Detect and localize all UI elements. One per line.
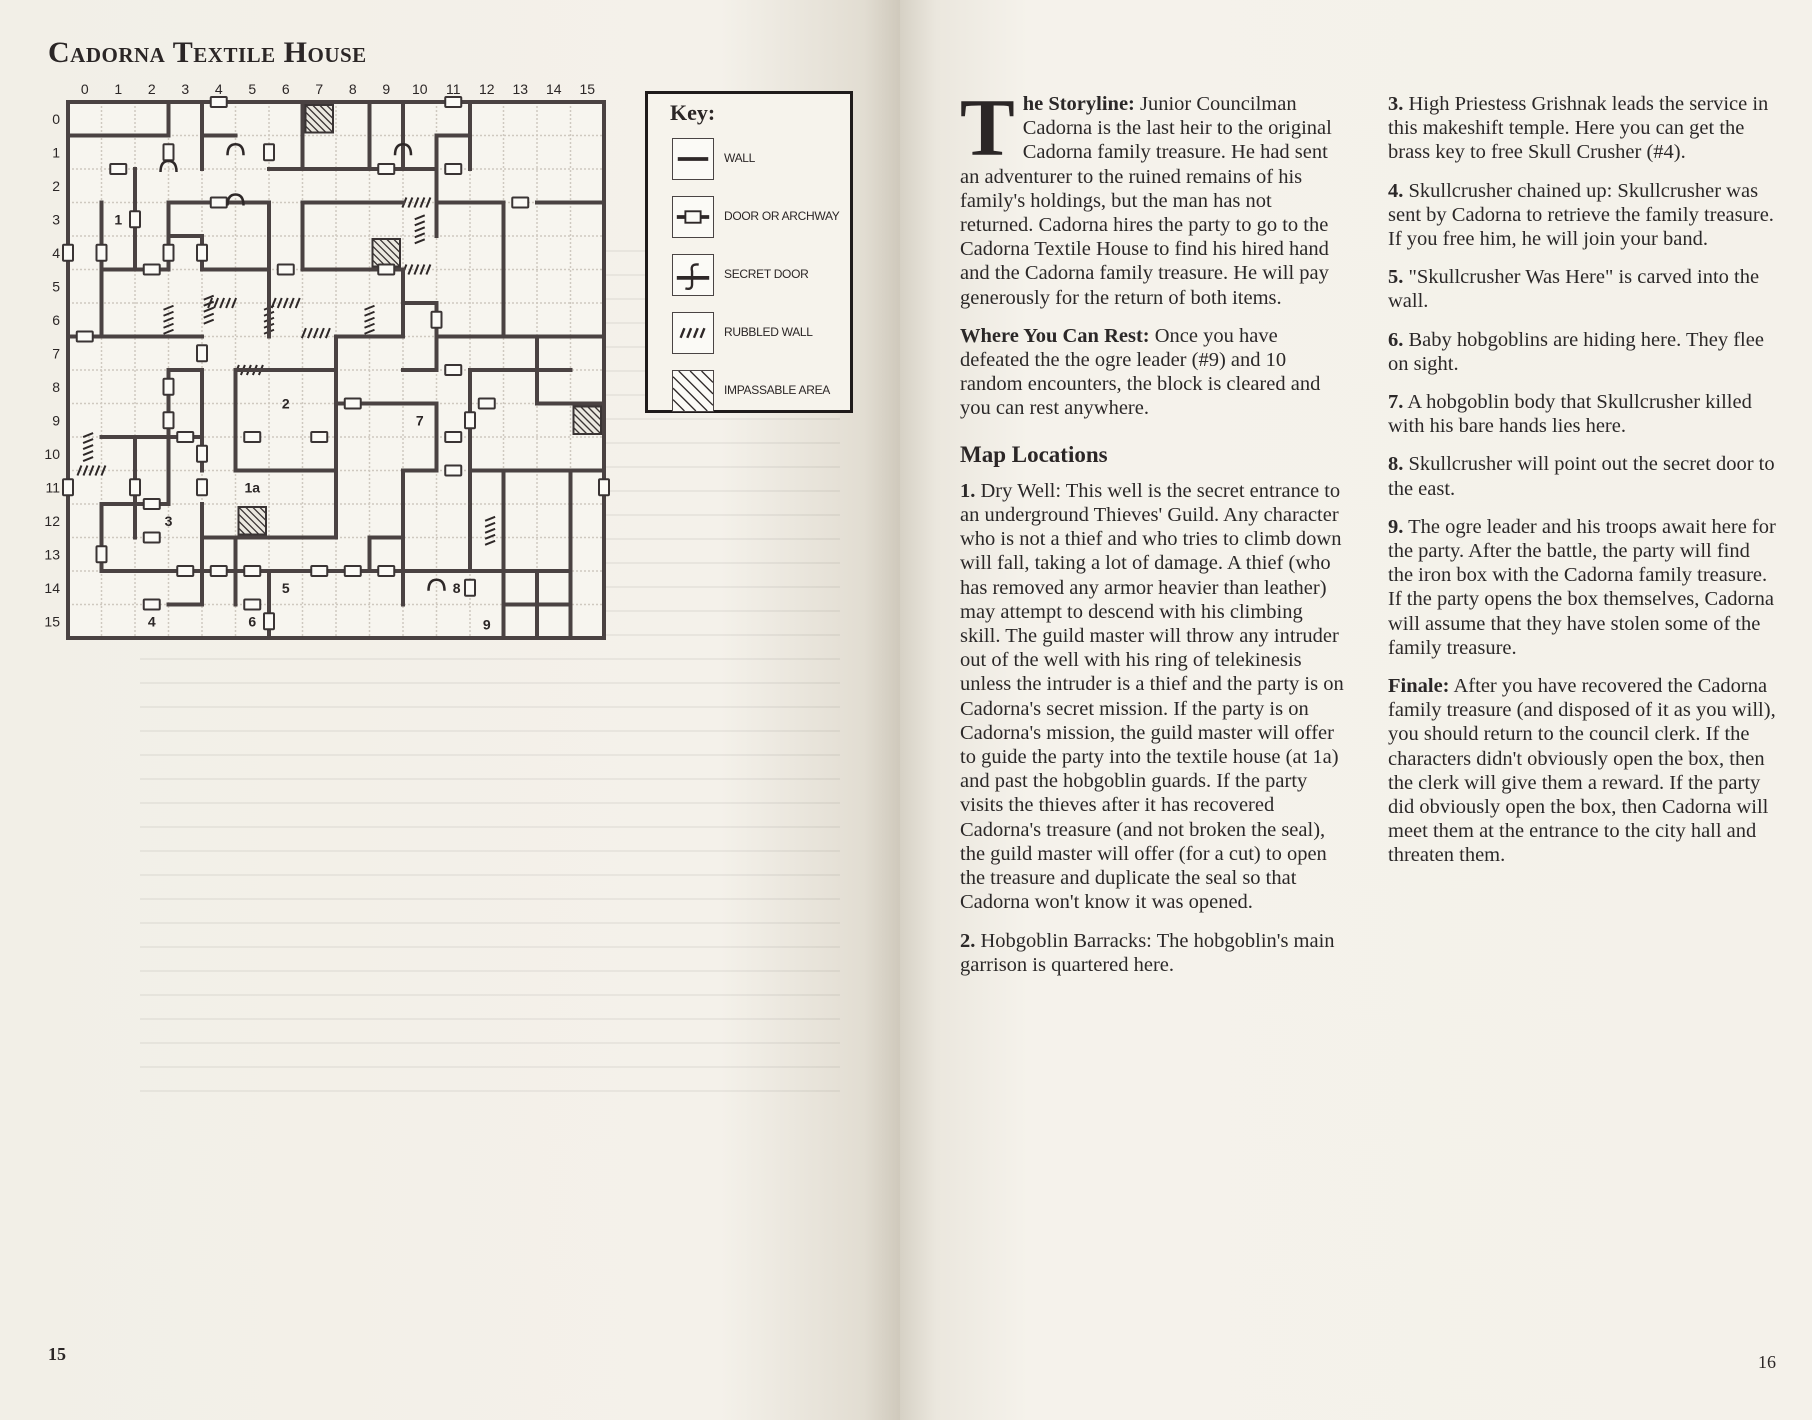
door bbox=[445, 365, 461, 375]
x-axis-label: 1 bbox=[114, 81, 123, 97]
map-key bbox=[645, 91, 853, 413]
y-axis-label: 14 bbox=[44, 579, 60, 596]
location-number: 2. bbox=[960, 929, 976, 952]
door bbox=[278, 265, 294, 275]
location-text: A hobgoblin body that Skullcrusher killed with his bare hands lies here. bbox=[1388, 391, 1752, 438]
door bbox=[311, 566, 327, 576]
text-column-1 bbox=[960, 82, 1346, 991]
x-axis-label: 4 bbox=[214, 81, 223, 97]
impassable-cell bbox=[373, 239, 401, 267]
x-axis-label: 9 bbox=[382, 81, 391, 97]
door bbox=[211, 198, 227, 208]
location-text: Skullcrusher will point out the secret door to the east. bbox=[1388, 453, 1775, 500]
door bbox=[130, 479, 140, 495]
location-label: 2 bbox=[281, 395, 290, 412]
y-axis-label: 6 bbox=[52, 311, 60, 328]
location-entry bbox=[1388, 92, 1776, 165]
door bbox=[445, 466, 461, 476]
y-axis-label: 2 bbox=[52, 177, 60, 194]
x-axis-label: 10 bbox=[411, 81, 428, 97]
y-axis-label: 3 bbox=[52, 211, 60, 228]
location-text: The ogre leader and his troops await here for the party. After the battle, the party will find the iron box with the Cadorna family treasure. If the party opens the box themselves, Cadorna will assume that they have stolen some of the family treasure. bbox=[1388, 515, 1776, 659]
wall-icon bbox=[672, 138, 714, 180]
key-item-rubbled-wall bbox=[672, 312, 850, 360]
map-locations-heading: Map Locations bbox=[960, 441, 1108, 467]
door bbox=[378, 265, 394, 275]
key-label-rubbled-wall: RUBBLED WALL bbox=[724, 325, 813, 339]
door bbox=[445, 432, 461, 442]
door bbox=[512, 198, 528, 208]
location-text: Dry Well: This well is the secret entrance to an underground Thieves' Guild. Any character who is not a thief and who tries to climb down will fall, taking a lot of damage. A thief (who has removed any armor heavier than leather) may attempt to descend with his climbing skill. The guild master will throw any intruder out of the well with his ring of telekinesis unless the intruder is a thief and the party is on Cadorna's secret mission. If the party is on Cadorna's mission, the guild master will offer to guide the party into the textile house (at 1a) and past the hobgoblin guards. If the party visits the thieves after it has recovered Cadorna's treasure (and not broken the seal), the guild master will offer (for a cut) to open the treasure and duplicate the seal so that Cadorna won't know it was opened. bbox=[960, 479, 1344, 914]
door bbox=[311, 432, 327, 442]
location-number: 6. bbox=[1388, 328, 1404, 351]
page-number-right: 16 bbox=[1758, 1352, 1776, 1372]
secret-door-icon bbox=[672, 254, 714, 296]
door bbox=[264, 613, 274, 629]
dungeon-map bbox=[40, 80, 620, 650]
door bbox=[164, 245, 174, 261]
key-label-secret-door: SECRET DOOR bbox=[724, 267, 809, 281]
key-label-wall: WALL bbox=[724, 151, 756, 165]
door bbox=[144, 600, 160, 610]
door bbox=[599, 479, 609, 495]
rest-paragraph bbox=[960, 324, 1346, 421]
y-axis-labels bbox=[44, 111, 60, 630]
impassable-cell bbox=[306, 105, 334, 133]
text-column-2 bbox=[1388, 92, 1776, 882]
map-title: Cadorna Textile House bbox=[48, 36, 367, 69]
door bbox=[432, 312, 442, 328]
storyline-text: Junior Councilman Cadorna is the last heir to the original Cadorna family treasure. He had sent an adventurer to the ruined remains of his family's holdings, but the man has not returned. Cadorna hires the party to go to the Cadorna Textile House to find his hired hand and the Cadorna family treasure. He will pay generously for the return of both items. bbox=[960, 93, 1332, 309]
x-axis-label: 7 bbox=[315, 81, 324, 97]
y-axis-label: 4 bbox=[52, 244, 60, 261]
door bbox=[77, 332, 93, 342]
x-axis-label: 13 bbox=[512, 81, 529, 97]
y-axis-label: 12 bbox=[44, 512, 60, 529]
x-axis-label: 8 bbox=[348, 81, 357, 97]
key-item-wall bbox=[672, 138, 850, 186]
x-axis-label: 3 bbox=[181, 81, 190, 97]
location-label: 1 bbox=[114, 211, 123, 228]
location-label: 5 bbox=[281, 579, 290, 596]
y-axis-label: 1 bbox=[52, 144, 60, 161]
door bbox=[97, 245, 107, 261]
door bbox=[197, 446, 207, 462]
x-axis-labels bbox=[81, 81, 595, 97]
y-axis-label: 5 bbox=[52, 278, 60, 295]
location-label: 9 bbox=[482, 616, 491, 633]
location-entry bbox=[960, 479, 1346, 915]
y-axis-label: 8 bbox=[52, 378, 60, 395]
location-entry bbox=[1388, 328, 1776, 376]
impassable-cell bbox=[239, 507, 267, 535]
x-axis-label: 15 bbox=[579, 81, 596, 97]
y-axis-label: 7 bbox=[52, 345, 60, 362]
page-number-left: 15 bbox=[48, 1344, 66, 1364]
door-icon bbox=[672, 196, 714, 238]
finale-lead: Finale: bbox=[1388, 675, 1450, 698]
key-label-impassable: IMPASSABLE AREA bbox=[724, 383, 830, 397]
door bbox=[378, 164, 394, 174]
door bbox=[197, 479, 207, 495]
x-axis-label: 6 bbox=[281, 81, 290, 97]
location-number: 7. bbox=[1388, 391, 1404, 414]
location-label: 4 bbox=[147, 613, 156, 630]
x-axis-label: 14 bbox=[545, 81, 562, 97]
rest-text: Once you have defeated the the ogre leader (#9) and 10 random encounters, the block is cleared and you can rest anywhere. bbox=[960, 324, 1321, 420]
door bbox=[63, 245, 73, 261]
location-number: 8. bbox=[1388, 453, 1404, 476]
key-item-impassable bbox=[672, 370, 850, 418]
location-text: Skullcrusher chained up: Skullcrusher was sent by Cadorna to retrieve the family treasure. If you free him, he will join your band. bbox=[1388, 179, 1774, 251]
location-entry bbox=[1388, 515, 1776, 660]
location-label: 8 bbox=[452, 579, 461, 596]
door bbox=[110, 164, 126, 174]
door bbox=[345, 566, 361, 576]
y-axis-label: 15 bbox=[44, 613, 60, 630]
location-entry bbox=[1388, 452, 1776, 500]
door bbox=[197, 245, 207, 261]
y-axis-label: 10 bbox=[44, 445, 60, 462]
location-label: 7 bbox=[415, 412, 424, 429]
y-axis-label: 9 bbox=[52, 412, 60, 429]
location-entry bbox=[1388, 390, 1776, 438]
drop-cap: T bbox=[960, 82, 1015, 173]
door bbox=[144, 265, 160, 275]
door bbox=[164, 379, 174, 395]
door bbox=[211, 97, 227, 107]
door bbox=[345, 399, 361, 409]
finale-paragraph bbox=[1388, 674, 1776, 868]
door bbox=[63, 479, 73, 495]
door bbox=[445, 97, 461, 107]
storyline-lead: he Storyline: bbox=[1022, 93, 1135, 115]
y-axis-label: 0 bbox=[52, 110, 60, 127]
door bbox=[244, 566, 260, 576]
storyline-paragraph bbox=[960, 82, 1346, 310]
x-axis-label: 5 bbox=[248, 81, 257, 97]
location-label: 3 bbox=[164, 512, 173, 529]
location-text: High Priestess Grishnak leads the service in this makeshift temple. Here you can get the brass key to free Skull Crusher (#4). bbox=[1388, 93, 1769, 164]
location-entry bbox=[1388, 179, 1776, 252]
location-text: Baby hobgoblins are hiding here. They flee on sight. bbox=[1388, 328, 1764, 375]
left-page bbox=[0, 0, 900, 1420]
location-number: 9. bbox=[1388, 515, 1404, 538]
y-axis-label: 11 bbox=[45, 479, 60, 496]
door bbox=[264, 144, 274, 160]
finale-text: After you have recovered the Cadorna family treasure (and disposed of it as you will), you should return to the council clerk. If the characters didn't obviously open the box, then the clerk will give them a reward. If the party did obviously open the box, then Cadorna will meet them at the entrance to the city hall and threaten them. bbox=[1388, 675, 1776, 867]
x-axis-label: 2 bbox=[147, 81, 156, 97]
location-text: "Skullcrusher Was Here" is carved into the wall. bbox=[1388, 266, 1760, 313]
x-axis-label: 0 bbox=[80, 81, 89, 97]
door bbox=[378, 566, 394, 576]
rest-lead: Where You Can Rest: bbox=[960, 324, 1150, 347]
impassable-cell bbox=[574, 407, 602, 435]
x-axis-label: 12 bbox=[478, 81, 495, 97]
key-item-secret-door bbox=[672, 254, 850, 302]
door bbox=[144, 499, 160, 509]
location-number: 4. bbox=[1388, 179, 1404, 202]
door bbox=[177, 566, 193, 576]
location-number: 1. bbox=[960, 479, 976, 502]
location-label: 6 bbox=[248, 613, 257, 630]
impassable-area-icon bbox=[672, 370, 714, 412]
door bbox=[465, 580, 475, 596]
location-label: 1a bbox=[244, 479, 261, 496]
door bbox=[177, 432, 193, 442]
door bbox=[479, 399, 495, 409]
door bbox=[445, 164, 461, 174]
door bbox=[97, 546, 107, 562]
key-item-door bbox=[672, 196, 850, 244]
location-number: 3. bbox=[1388, 93, 1404, 115]
key-label-door: DOOR OR ARCHWAY bbox=[724, 209, 840, 223]
door bbox=[465, 412, 475, 428]
rubbled-wall-icon bbox=[672, 312, 714, 354]
location-number: 5. bbox=[1388, 266, 1404, 289]
location-entry bbox=[1388, 265, 1776, 313]
door bbox=[130, 211, 140, 227]
door bbox=[197, 345, 207, 361]
door bbox=[164, 144, 174, 160]
door bbox=[244, 600, 260, 610]
location-text: Hobgoblin Barracks: The hobgoblin's main garrison is quartered here. bbox=[960, 929, 1335, 976]
location-entry bbox=[960, 929, 1346, 977]
key-title: Key: bbox=[670, 100, 716, 125]
door bbox=[164, 412, 174, 428]
door bbox=[144, 533, 160, 543]
y-axis-label: 13 bbox=[44, 546, 60, 563]
door bbox=[244, 432, 260, 442]
x-axis-label: 11 bbox=[445, 81, 461, 97]
door bbox=[211, 566, 227, 576]
